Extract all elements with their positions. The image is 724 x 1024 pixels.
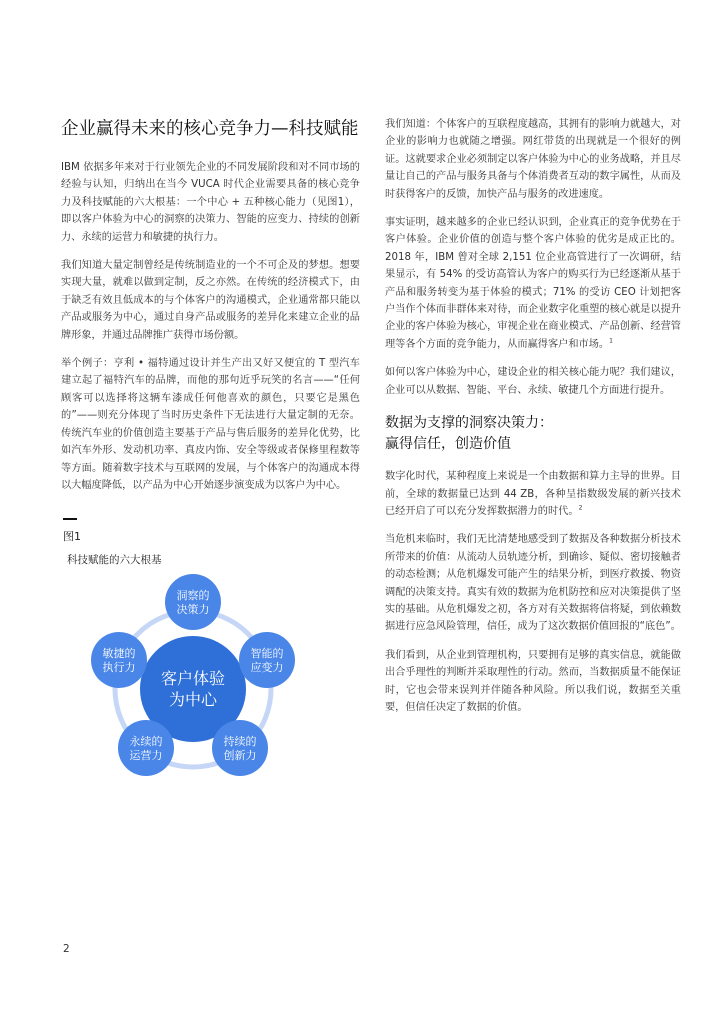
node-insight-decision (165, 574, 221, 630)
svg-text:运营力: 运营力 (129, 749, 163, 762)
right-column (385, 116, 681, 727)
node-continuous-innovation (212, 720, 268, 776)
svg-text:敏捷的: 敏捷的 (102, 647, 136, 660)
svg-text:创新力: 创新力 (223, 749, 257, 762)
paragraph: 我们知道：个体客户的互联程度越高，其拥有的影响力就越大，对企业的影响力也就随之增强。网红带货的出现就是一个很好的例证。这就要求企业必须制定以客户体验为中心的业务战略，并且尽量让自己的产品与服务具备与个体消费者互动的数字属性，从而及时获得客户的反馈，加快产品与服务的改进速度。 (385, 119, 681, 200)
paragraph: 举个例子：亨利 • 福特通过设计并生产出又好又便宜的 T 型汽车建立起了福特汽车的品牌，而他的那句近乎玩笑的名言——“任何顾客可以选择将这辆车漆成任何他喜欢的颜色，只要它是黑色的”——则充分体现了当时历史条件下无法进行大量定制的无奈。传统汽车业的价值创造主要基于产品与售后服务的差异化优势，比如汽车外形、发动机功率、真皮内饰、安全等级或者保修里程数等等方面。随着数字技术与互联网的发展，与个体客户的沟通成本得以大幅度降低，以产品为中心开始逐步演变成为以客户为中心。 (61, 358, 360, 491)
page-title: 企业赢得未来的核心竞争力—科技赋能 (61, 119, 359, 139)
node-agile-execution (91, 632, 147, 688)
figure-caption: 科技赋能的六大根基 (67, 554, 162, 566)
footnote-ref: 2 (578, 504, 583, 512)
svg-text:智能的: 智能的 (250, 647, 284, 660)
footnote-ref: 1 (609, 337, 613, 345)
center-label-line1: 客户体验 (160, 669, 226, 688)
svg-text:持续的: 持续的 (223, 735, 257, 748)
page-number: 2 (63, 943, 70, 955)
svg-text:洞察的: 洞察的 (176, 589, 210, 602)
svg-text:执行力: 执行力 (102, 661, 136, 674)
paragraph: 如何以客户体验为中心，建设企业的相关核心能力呢？我们建议，企业可以从数据、智能、平台、永续、敏捷几个方面进行提升。 (385, 367, 681, 396)
svg-text:应变力: 应变力 (250, 661, 284, 674)
center-label-line2: 为中心 (168, 690, 218, 709)
paragraph: 我们知道大量定制曾经是传统制造业的一个不可企及的梦想。想要实现大量，就难以做到定制，反之亦然。在传统的经济模式下，由于缺乏有效且低成本的与个体客户的沟通模式，企业通常都只能以产品或服务为中心，通过自身产品或服务的差异化来建立企业的品牌形象，并通过品牌推广获得市场份额。 (61, 260, 360, 341)
node-sustainable-operations (118, 720, 174, 776)
figure-number: 图1 (63, 530, 81, 543)
paragraph: 当危机来临时，我们无比清楚地感受到了数据及各种数据分析技术所带来的价值：从流动人员轨迹分析，到确诊、疑似、密切接触者的动态检测；从危机爆发可能产生的结果分析，到医疗救援、物资调配的决策支持。真实有效的数据为危机防控和应对决策提供了坚实的基础。从危机爆发之初，各方对有关数据将信将疑，到依赖数据进行应急风险管理，信任，成为了这次数据价值回报的“底色”。 (385, 534, 681, 633)
figure-rule (63, 518, 77, 520)
section-heading: 数据为支撑的洞察决策力： 赢得信任，创造价值 (385, 415, 553, 453)
paragraph: 事实证明，越来越多的企业已经认识到，企业真正的竞争优势在于客户体验。企业价值的创造与整个客户体验的优劣是成正比的。2018 年，IBM 曾对全球 2,151 位企业高管进行了一次调研，结果显示，有 54% 的受访高管认为客户的购买行为已经逐渐从基于产品和服务转变为基于体验的模式；71% 的受访 CEO 计划把客户当作个体而非群体来对待，而企业数字化重塑的核心就是以提升企业的客户体验为核心，审视企业在商业模式、产品创新、经营管理等各个方面的竞争能力，从而赢得客户和市场。$^1$ (385, 217, 681, 350)
six-foundations-diagram (89, 571, 299, 801)
svg-text:决策力: 决策力 (176, 603, 210, 616)
paragraph: 数字化时代，某种程度上来说是一个由数据和算力主导的世界。目前，全球的数据量已达到 44 ZB，各种呈指数级发展的新兴技术已经开启了可以充分发挥数据潜力的时代。$^2$ (385, 471, 681, 517)
paragraph: IBM 依据多年来对于行业领先企业的不同发展阶段和对不同市场的经验与认知，归纳出在当今 VUCA 时代企业需要具备的核心竞争力及科技赋能的六大根基：一个中心 + 五种核心能力（见图1），即以客户体验为中心的洞察的决策力、智能的应变力、持续的创新力、永续的运营力和敏捷的执行力。 (61, 162, 360, 243)
paragraph: 我们看到，从企业到管理机构，只要拥有足够的真实信息，就能做出合乎理性的判断并采取理性的行动。然而，当数据质量不能保证时，它也会带来误判并伴随各种风险。所以我们说，数据至关重要，但信任决定了数据的价值。 (385, 649, 681, 713)
left-column (61, 116, 360, 505)
node-smart-response (239, 632, 295, 688)
svg-text:永续的: 永续的 (129, 735, 163, 748)
